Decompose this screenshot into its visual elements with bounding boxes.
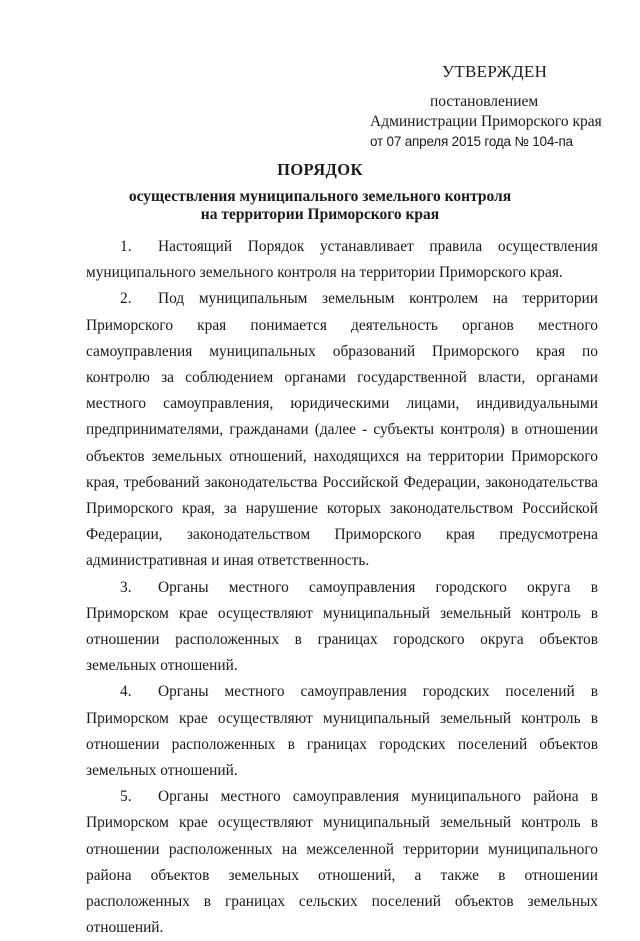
paragraph-4	[86, 679, 598, 784]
paragraph-number: 3.	[120, 578, 132, 596]
paragraph-2	[86, 286, 598, 574]
document-title: ПОРЯДОК	[277, 160, 363, 179]
paragraph-text: Под муниципальным земельным контролем на территории Приморского края понимается деятельность органов местного самоуправления муниципальных образований Приморского края по контролю за соблюдением органами государственной власти, органами местного самоуправления, юридическими лицами, индивидуальными предпринимателями, гражданами (далее - субъекты контроля) в отношении объектов земельных отношений, находящихся на территории Приморского края, требований законодательства Российской Федерации, законодательства Приморского края, за нарушение которых законодательством Российской Федерации, законодательством Приморского края предусмотрена административная и иная ответственность.	[86, 290, 598, 570]
paragraph-number: 5.	[120, 788, 132, 806]
approval-title: УТВЕРЖДЕН	[442, 62, 548, 81]
document-subtitle	[0, 188, 640, 224]
approval-line-administration: Администрации Приморского края	[370, 113, 602, 130]
approval-line-resolution: постановлением	[430, 93, 539, 110]
paragraph-text: Органы местного самоуправления городских поселений в Приморском крае осуществляют муниципальный земельный контроль в отношении расположенных в границах городских поселений объектов земельных отношений.	[86, 683, 598, 780]
paragraph-text: Органы местного самоуправления городского округа в Приморском крае осуществляют муниципальный земельный контроль в отношении расположенных в границах городского округа объектов земельных отношений.	[86, 578, 598, 675]
document-subtitle-line-1: осуществления муниципального земельного контроля	[128, 188, 512, 205]
paragraph-3	[86, 575, 598, 680]
approval-line-date-number: от 07 апреля 2015 года № 104-па	[370, 134, 573, 149]
paragraph-1	[86, 234, 598, 286]
paragraph-text: Органы местного самоуправления муниципального района в Приморском крае осуществляют муниципальный земельный контроль в отношении расположенных на межселенной территории муниципального района объектов земельных отношений, а также в отношении расположенных в границах сельских поселений объектов земельных отношений.	[86, 788, 598, 937]
approval-stamp	[370, 62, 630, 152]
paragraph-text: Настоящий Порядок устанавливает правила осуществления муниципального земельного контроля на территории Приморского края.	[86, 238, 598, 282]
paragraph-number: 4.	[120, 683, 132, 701]
document-body	[86, 234, 598, 941]
paragraph-number: 1.	[120, 238, 132, 255]
document-subtitle-line-2: на территории Приморского края	[200, 206, 440, 223]
paragraph-number: 2.	[120, 290, 132, 308]
paragraph-5	[86, 784, 598, 941]
